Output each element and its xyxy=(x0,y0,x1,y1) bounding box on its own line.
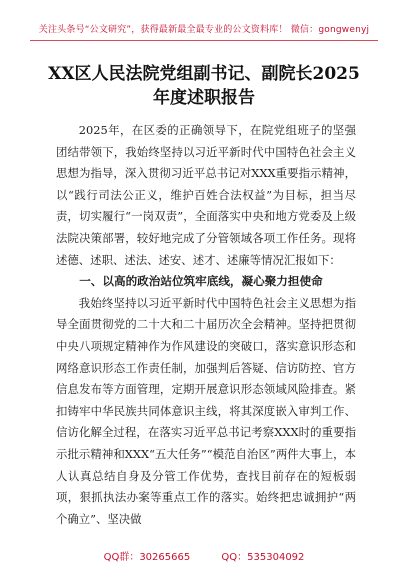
footer-qq: QQ：535304092 xyxy=(221,552,305,563)
banner-divider xyxy=(30,40,378,41)
page-footer xyxy=(0,548,408,563)
intro-paragraph: 2025年，在区委的正确领导下，在院党组班子的坚强团结带领下，我始终坚持以习近平新时代中国特色社会主义思想为指导，深入贯彻习近平总书记对XXX重要指示精神，以“践行司法公正义，维护百姓合法权益”为目标，担当尽责，切实履行“一岗双责”，全面落实中央和地方党委及上级法院决策部署，较好地完成了分管领域各项工作任务。现将述德、述职、述法、述安、述才、述廉等情况汇报如下： xyxy=(56,123,356,267)
title-line-2: 年度述职报告 xyxy=(153,88,255,108)
footer-qq-group: QQ群：30265665 xyxy=(103,552,191,563)
title-line-1: XX区人民法院党组副书记、副院长2025 xyxy=(48,64,360,84)
top-banner: 关注头条号“公文研究”，获得最新最全最专业的公文资料库！ 微信：gongwenyj xyxy=(38,25,370,35)
document-body xyxy=(56,120,356,530)
document-title xyxy=(0,62,408,110)
section-paragraph-1: 我始终坚持以习近平新时代中国特色社会主义思想为指导全面贯彻党的二十大和二十届历次全会精神。坚持把贯彻中央八项规定精神作为作风建设的突破口，落实意识形态和网络意识形态工作责任制，加强判后答疑、信访防控、官方信息发布等方面管理，定期开展意识形态领域风险排查。紧扣铸牢中华民族共同体意识主线，将其深度嵌入审判工作、信访化解全过程，在落实习近平总书记考察XXX时的重要指示批示精神和XXX“五大任务”“模范自治区”两件大事上，本人认真总结自身及分管工作优势，查找目前存在的短板弱项，狠抓执法办案等重点工作的落实。始终把忠诚拥护“两个确立”、坚决做 xyxy=(56,295,356,526)
section-heading-1: 一、以高的政治站位筑牢底线，凝心聚力担使命 xyxy=(79,274,323,289)
